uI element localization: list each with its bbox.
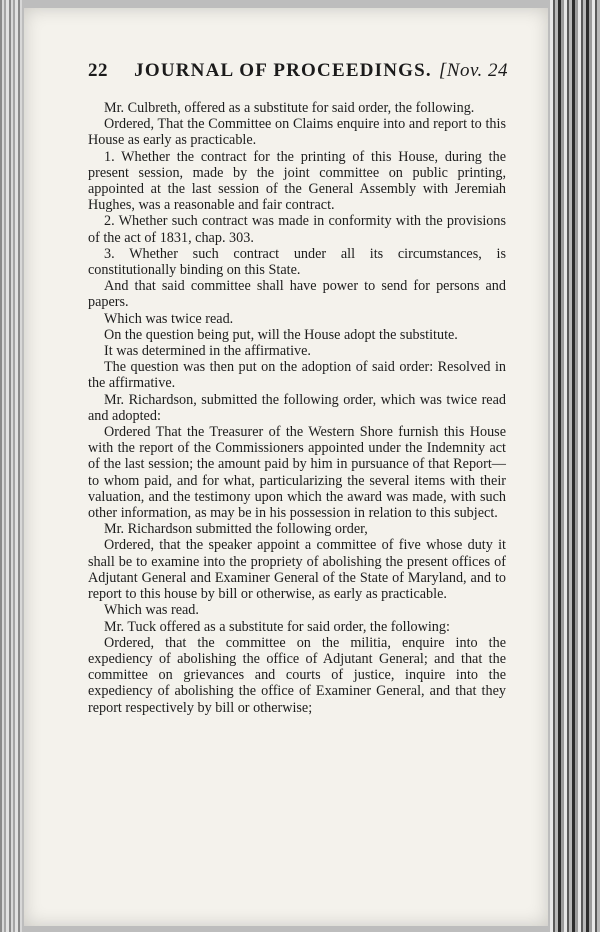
paragraph: Which was read. <box>104 602 199 619</box>
running-date: [Nov. 24 <box>438 60 508 81</box>
paragraph: Which was twice read. <box>104 310 234 327</box>
paragraph: Ordered, that the committee on the militia, enquire into the expediency of abolishing the office of Adjutant General; and that the committee on grievances and courts of justice, inquire into the expediency of abolishing the office of Examiner General, and that they report respectively by bill or otherwise; <box>88 634 506 716</box>
page-number: 22 <box>88 60 108 81</box>
paragraph: Ordered, that the speaker appoint a committee of five whose duty it shall be to examine into the propriety of abolishing the present offices of Adjutant General and Examiner General of the State of Maryland, and to report to this house by bill or otherwise, as early as practicable. <box>88 537 506 603</box>
body-text <box>88 100 506 716</box>
paragraph: Ordered, That the Committee on Claims enquire into and report to this House as early as practicable. <box>88 116 506 149</box>
paragraph: Mr. Richardson, submitted the following order, which was twice read and adopted: <box>88 391 506 424</box>
paragraph: And that said committee shall have power to send for persons and papers. <box>88 278 506 311</box>
scan-edge-left <box>0 0 22 932</box>
paragraph: 1. Whether the contract for the printing of this House, during the present session, made by the joint committee on public printing, appointed at the last session of the General Assembly with Jeremiah Hughes, was a reasonable and fair contract. <box>88 148 506 214</box>
paragraph: On the question being put, will the House adopt the substitute. <box>104 326 458 343</box>
paragraph: Ordered That the Treasurer of the Western Shore furnish this House with the report of the Commissioners appointed under the Indemnity act of the last session; the amount paid by him in pursuance of that Report—to whom paid, and for what, particularizing the several items with their valuation, and the testimony upon which the award was made, with such other information, as may be in his possession in relation to this subject. <box>88 424 506 522</box>
scan-edge-right <box>550 0 600 932</box>
paragraph: Mr. Culbreth, offered as a substitute for said order, the following. <box>104 100 475 116</box>
paragraph: The question was then put on the adoption of said order: Resolved in the affirmative. <box>88 359 506 392</box>
paragraph: Mr. Tuck offered as a substitute for said order, the following: <box>104 618 450 635</box>
paragraph: 2. Whether such contract was made in conformity with the provisions of the act of 1831, chap. 303. <box>88 213 506 246</box>
running-title: JOURNAL OF PROCEEDINGS. <box>134 60 432 81</box>
paragraph: 3. Whether such contract under all its circumstances, is constitutionally binding on this State. <box>88 245 506 279</box>
running-header <box>88 60 508 86</box>
paragraph: Mr. Richardson submitted the following order, <box>104 521 368 538</box>
paragraph: It was determined in the affirmative. <box>104 343 311 360</box>
